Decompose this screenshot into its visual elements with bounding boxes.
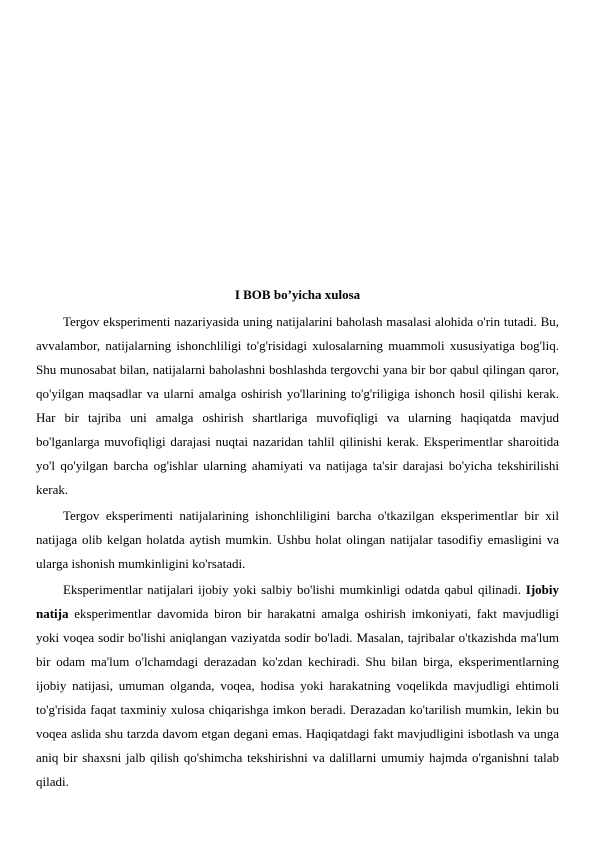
paragraph-3-intro: Eksperimentlar natijalari ijobiy yoki salbiy bo'lishi mumkinligi odatda qabul qilinadi. (63, 582, 521, 597)
paragraph-1: Tergov eksperimenti nazariyasida uning natijalarini baholash masalasi alohida o'rin tutadi. Bu, avvalambor, natijalarning ishonchliligi to'g'risidagi xulosalarning muammoli xususiyatiga bog'liq. Shu munosabat bilan, natijalarni baholashni boshlashda tergovchi yana bir bor qabul qilingan qaror, qo'yilgan maqsadlar va ularni amalga oshirish yo'llarining to'g'riligiga ishonch hosil qilishi kerak. Har bir tajriba uni amalga oshirish shartlariga muvofiqligi va ularning haqiqatda mavjud bo'lganlarga muvofiqligi darajasi nuqtai nazaridan tahlil qilinishi kerak. Eksperimentlar sharoitida yo'l qo'yilgan barcha og'ishlar ularning ahamiyati va natijaga ta'sir darajasi bo'yicha tekshirilishi kerak. (36, 314, 559, 497)
document-body (36, 310, 559, 794)
paragraph-3-bold-term: Ijobiy natija (36, 582, 559, 621)
section-heading: I BOB bo’yicha xulosa (234, 287, 361, 302)
paragraph-3-rest: eksperimentlar davomida biron bir harakatni amalga oshirish imkoniyati, fakt mavjudligi yoki voqea sodir bo'lishi aniqlangan vaziyatda sodir bo'ladi. Masalan, tajribalar o'tkazishda ma'lum bir odam ma'lum o'lchamdagi derazadan ko'zdan kechiradi. Shu bilan birga, eksperimentlarning ijobiy natijasi, umuman olganda, voqea, hodisa yoki harakatning voqelikda mavjudligi ehtimoli to'g'risida faqat taxminiy xulosa chiqarishga imkon beradi. Derazadan ko'tarilish mumkin, lekin bu voqea aslida shu tarzda davom etgan degani emas. Haqiqatdagi fakt mavjudligini isbotlash va unga aniq bir shaxsni jalb qilish qo'shimcha tekshirishni va dalillarni umumiy hajmda o'rganishni talab qiladi. (36, 606, 560, 789)
paragraph-3 (36, 578, 559, 794)
paragraph-2: Tergov eksperimenti natijalarining ishonchliligini barcha o'tkazilgan eksperimentlar bir xil natijaga olib kelgan holatda aytish mumkin. Ushbu holat olingan natijalar tasodifiy emasligini va ularga ishonish mumkinligini ko'rsatadi. (36, 508, 559, 571)
